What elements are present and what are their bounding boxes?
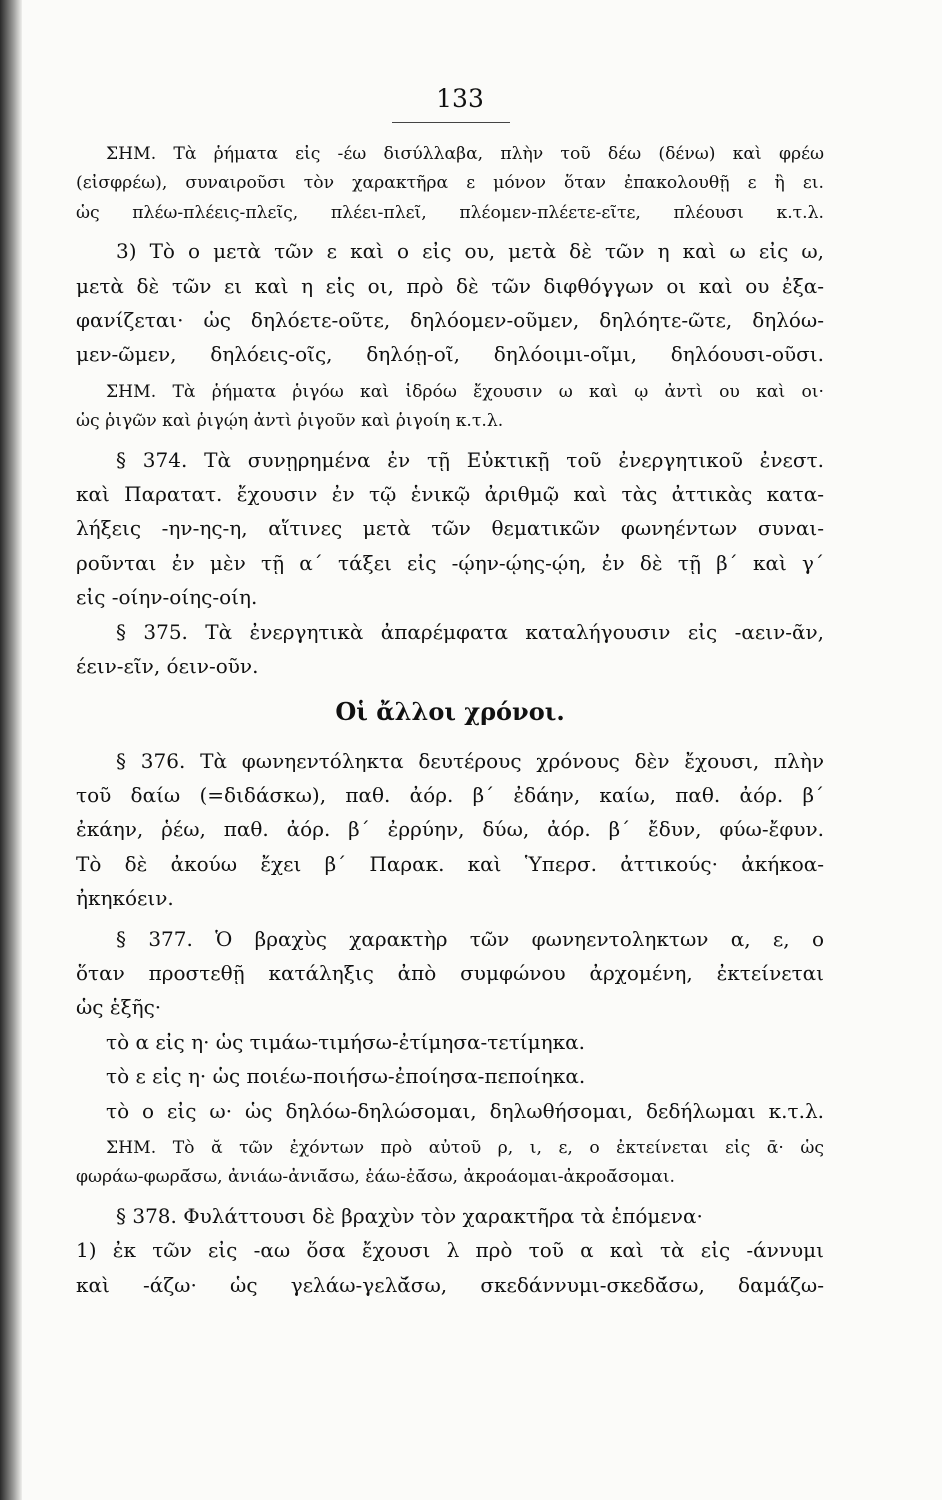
text-line: ὡς ῥιγῶν καὶ ῥιγῴη ἀντὶ ῥιγοῦν καὶ ῥιγοίη κ.τ.λ. [76,411,504,432]
text-line: § 377. Ὁ βραχὺς χαρακτὴρ τῶν φωνηεντοληκτων α, ε, ο [116,926,824,951]
text-line: (εἰσφρέω), συναιροῦσι τὸν χαρακτῆρα ε μόνον ὅταν ἐπακολουθῇ ε ἢ ει. [76,173,824,194]
text-line: τοῦ δαίω (=διδάσκω), παθ. ἀόρ. β´ ἐδάην, καίω, παθ. ἀόρ. β´ [76,782,824,807]
text-line: φανίζεται· ὡς δηλόετε-οῦτε, δηλόομεν-οῦμεν, δηλόητε-ῶτε, δηλόω- [76,308,824,333]
page-number-rule [392,122,510,123]
text-line: 3) Τὸ ο μετὰ τῶν ε καὶ ο εἰς ου, μετὰ δὲ τῶν η καὶ ω εἰς ω, [116,239,824,264]
text-line: καὶ -άζω· ὡς γελάω-γελᾰ́σω, σκεδάννυμι-σκεδᾰ́σω, δαμάζω- [76,1272,824,1297]
page-binding-shadow [0,0,22,1500]
text-line: ΣΗΜ. Τὰ ῥήματα εἰς -έω δισύλλαβα, πλὴν τοῦ δέω (δένω) καὶ φρέω [106,144,824,164]
text-line: μεν-ῶμεν, δηλόεις-οῖς, δηλόῃ-οῖ, δηλόοιμι-οῖμι, δηλόουσι-οῦσι. [76,342,824,367]
text-line: ἐκάην, ῥέω, παθ. ἀόρ. β´ ἐρρύην, δύω, ἀόρ. β´ ἔδυν, φύω-ἔφυν. [76,817,824,842]
page-number: 133 [436,84,484,113]
text-line: § 374. Τὰ συνῃρημένα ἐν τῇ Εὐκτικῇ τοῦ ἐνεργητικοῦ ἐνεστ. [116,447,824,472]
page-text [76,140,824,1302]
text-line: ΣΗΜ. Τὸ ᾰ τῶν ἐχόντων πρὸ αὐτοῦ ρ, ι, ε, ο ἐκτείνεται εἰς ᾱ· ὡς [106,1137,824,1158]
text-line: § 376. Τὰ φωνηεντόληκτα δευτέρους χρόνους δὲν ἔχουσι, πλὴν [116,748,824,773]
text-line: φωράω-φωρᾱ́σω, ἀνιάω-ἀνιᾱ́σω, ἐάω-ἐᾱ́σω, ἀκροάομαι-ἀκροᾱ́σομαι. [76,1167,676,1188]
text-line: ροῦνται ἐν μὲν τῇ α´ τάξει εἰς -ῴην-ῴης-ῴη, ἐν δὲ τῇ β´ καὶ γ´ [76,550,824,575]
text-line: τὸ ε εἰς η· ὡς ποιέω-ποιήσω-ἐποίησα-πεποίηκα. [106,1064,586,1089]
text-line: καὶ Παρατατ. ἔχουσιν ἐν τῷ ἑνικῷ ἀριθμῷ καὶ τὰς ἀττικὰς κατα- [76,482,824,507]
text-line: μετὰ δὲ τῶν ει καὶ η εἰς οι, πρὸ δὲ τῶν διφθόγγων οι καὶ ου ἐξα- [76,273,824,298]
text-line: ὡς πλέω-πλέεις-πλεῖς, πλέει-πλεῖ, πλέομεν-πλέετε-εῖτε, πλέουσι κ.τ.λ. [76,202,824,223]
text-line: 1) ἐκ τῶν εἰς -αω ὅσα ἔχουσι λ πρὸ τοῦ α καὶ τὰ εἰς -άννυμι [76,1238,824,1263]
text-line: § 378. Φυλάττουσι δὲ βραχὺν τὸν χαρακτῆρα τὰ ἑπόμενα· [116,1203,703,1228]
text-line: τὸ ο εἰς ω· ὡς δηλόω-δηλώσομαι, δηλωθήσομαι, δεδήλωμαι κ.τ.λ. [106,1098,824,1123]
text-line: εἰς -οίην-οίης-οίη. [76,585,258,610]
text-line: ΣΗΜ. Τὰ ῥήματα ῥιγόω καὶ ἱδρόω ἔχουσιν ω καὶ ῳ ἀντὶ ου καὶ οι· [106,381,824,402]
text-line: Τὸ δὲ ἀκούω ἔχει β´ Παρακ. καὶ Ὑπερσ. ἀττικούς· ἀκήκοα- [76,851,824,876]
text-line: § 375. Τὰ ἐνεργητικὰ ἀπαρέμφατα καταλήγουσιν εἰς -αειν-ᾶν, [116,619,824,644]
text-line: ὅταν προστεθῇ κατάληξις ἀπὸ συμφώνου ἀρχομένη, ἐκτείνεται [76,960,824,985]
text-line: ὡς ἑξῆς· [76,995,162,1020]
section-heading: Οἱ ἄλλοι χρόνοι. [335,696,565,726]
text-line: έειν-εῖν, όειν-οῦν. [76,654,259,679]
text-line: ἠκηκόειν. [76,886,174,911]
text-line: λήξεις -ην-ης-η, αἵτινες μετὰ τῶν θεματικῶν φωνηέντων συναι- [76,516,824,541]
text-line: τὸ α εἰς η· ὡς τιμάω-τιμήσω-ἐτίμησα-τετίμηκα. [106,1029,585,1054]
